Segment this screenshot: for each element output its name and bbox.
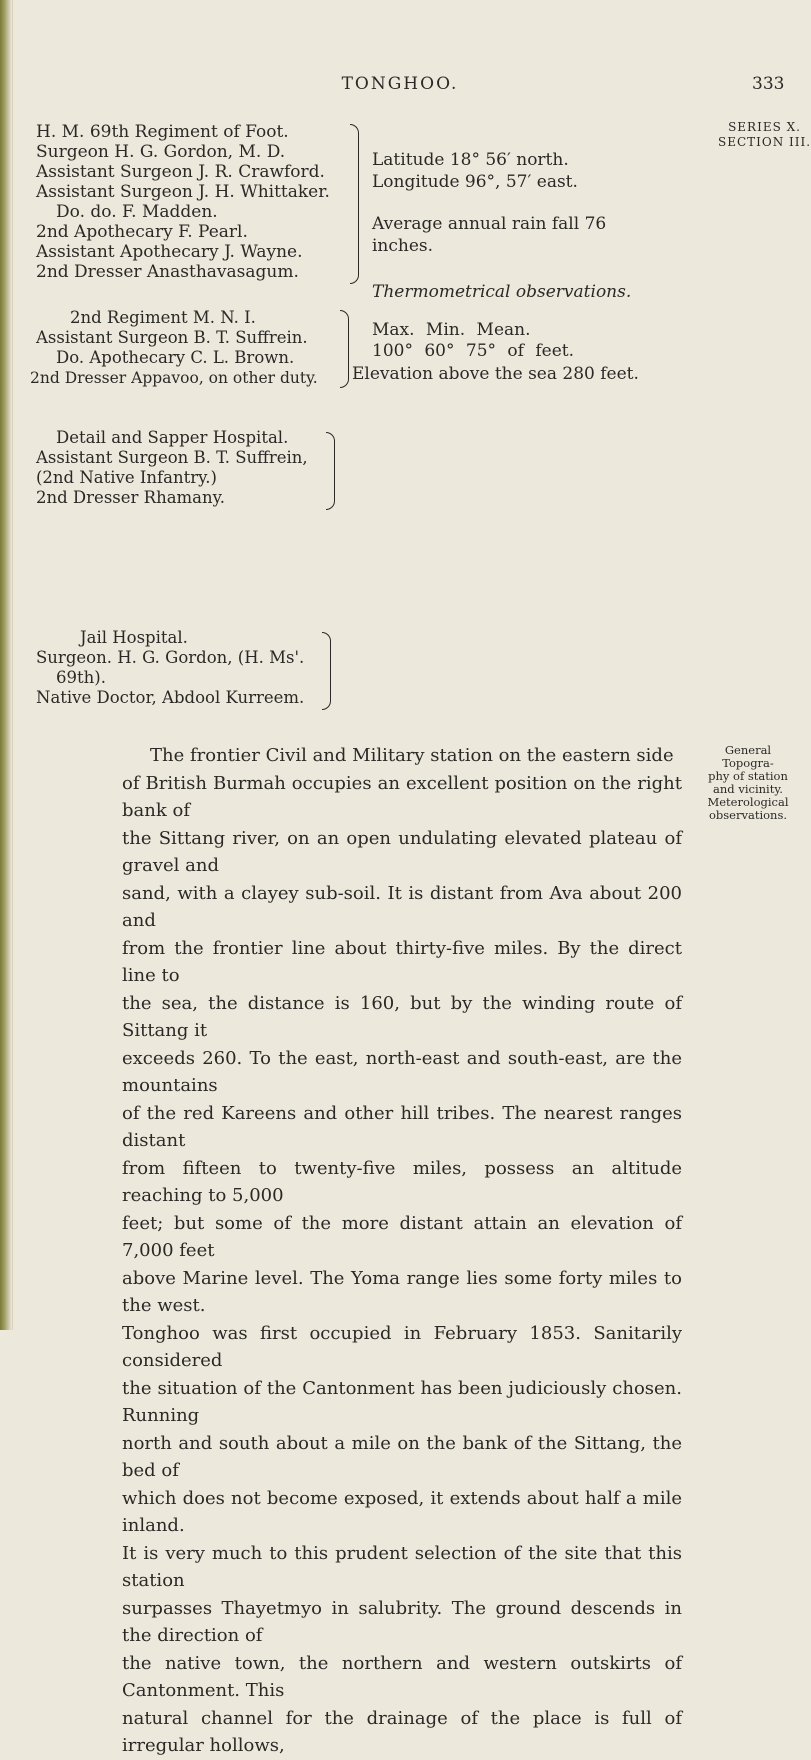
body-line: The frontier Civil and Military station on the eastern side [150,745,674,766]
staff-line: 2nd Regiment M. N. I. [70,308,256,327]
body-line: north and south about a mile on the bank of the Sittang, the bed of [122,1432,682,1481]
body-line: sand, with a clayey sub-soil. It is distant from Ava about 200 and [122,882,682,931]
series-label [718,120,811,150]
staff-line: Detail and Sapper Hospital. [56,428,289,447]
running-title: TONGHOO. [341,74,459,94]
staff-group-69th-foot [22,122,330,282]
body-line: the situation of the Cantonment has been judiciously chosen. Running [122,1377,682,1426]
staff-line: Native Doctor, Abdool Kurreem. [36,688,305,707]
body-line: It is very much to this prudent selection of the site that this station [122,1542,682,1591]
staff-line: Surgeon. H. G. Gordon, (H. Ms'. [36,648,305,667]
thermometer-values: 100° 60° 75° of feet. [372,341,575,361]
body-line: natural channel for the drainage of the place is full of irregular hollows, [122,1707,682,1756]
rainfall-line: Average annual rain fall 76 [372,214,607,234]
staff-group-jail-hospital [22,628,304,708]
thermometer-header: Max. Min. Mean. [372,320,531,340]
body-line: above Marine level. The Yoma range lies some forty miles to the west. [122,1267,682,1316]
body-line: of the red Kareens and other hill tribes. The nearest ranges distant [122,1102,682,1151]
rainfall-line-2: inches. [372,236,434,256]
section-text: SECTION III. [718,135,811,149]
body-line: from fifteen to twenty-five miles, possess an altitude reaching to 5,000 [122,1157,682,1206]
margin-note-line: observations. [708,808,788,822]
body-line: surpasses Thayetmyo in salubrity. The ground descends in the direction of [122,1597,682,1646]
staff-line: Assistant Surgeon B. T. Suffrein, [36,448,308,467]
body-line: which does not become exposed, it extends about half a mile inland. [122,1487,682,1536]
page-binding-edge [0,0,12,1330]
margin-note-line: phy of station [708,769,788,783]
right-brace [350,124,359,284]
staff-line: H. M. 69th Regiment of Foot. [36,122,289,142]
right-brace [322,632,331,710]
body-line: the native town, the northern and western outskirts of Cantonment. This [122,1652,682,1701]
staff-line: 2nd Dresser Anasthavasagum. [36,262,299,282]
page-margin-line [12,0,13,1330]
staff-line: Jail Hospital. [80,628,188,647]
staff-line: 2nd Dresser Appavoo, on other duty. [30,369,318,387]
body-line: from the frontier line about thirty-five miles. By the direct line to [122,937,682,986]
staff-line: Surgeon H. G. Gordon, M. D. [36,142,286,162]
staff-line: Assistant Surgeon J. R. Crawford. [36,162,325,182]
body-line: of British Burmah occupies an excellent position on the right bank of [122,772,682,821]
margin-note-line: and vicinity. [713,782,783,796]
right-brace [326,432,335,510]
staff-group-2nd-regiment [22,308,318,388]
margin-note-line: Meterological [707,795,789,809]
body-line: the Sittang river, on an open undulating elevated plateau of gravel and [122,827,682,876]
margin-note-line: General Topogra- [722,743,774,770]
staff-line: 69th). [56,668,106,687]
staff-line: Assistant Surgeon J. H. Whittaker. [36,182,330,202]
body-line: exceeds 260. To the east, north-east and south-east, are the mountains [122,1047,682,1096]
staff-line: (2nd Native Infantry.) [36,468,217,487]
staff-line: Do. Apothecary C. L. Brown. [56,348,295,367]
staff-line: 2nd Apothecary F. Pearl. [36,222,248,242]
page-number: 333 [752,74,785,94]
latitude-line: Latitude 18° 56′ north. [372,150,569,170]
staff-line: Assistant Surgeon B. T. Suffrein. [36,328,308,347]
staff-group-detail-sapper [22,428,308,508]
staff-line: 2nd Dresser Rhamany. [36,488,226,507]
body-line: Tonghoo was first occupied in February 1853. Sanitarily considered [122,1322,682,1371]
staff-line: Do. do. F. Madden. [56,202,218,222]
body-paragraph [122,742,682,1760]
series-text: SERIES X. [728,120,801,134]
body-line: feet; but some of the more distant attain an elevation of 7,000 feet [122,1212,682,1261]
longitude-line: Longitude 96°, 57′ east. [372,172,578,192]
thermometrical-heading: Thermometrical observations. [372,282,632,302]
staff-line: Assistant Apothecary J. Wayne. [36,242,303,262]
body-line: the sea, the distance is 160, but by the winding route of Sittang it [122,992,682,1041]
right-brace [340,310,349,388]
margin-note [700,744,796,822]
elevation-line: Elevation above the sea 280 feet. [352,364,639,384]
